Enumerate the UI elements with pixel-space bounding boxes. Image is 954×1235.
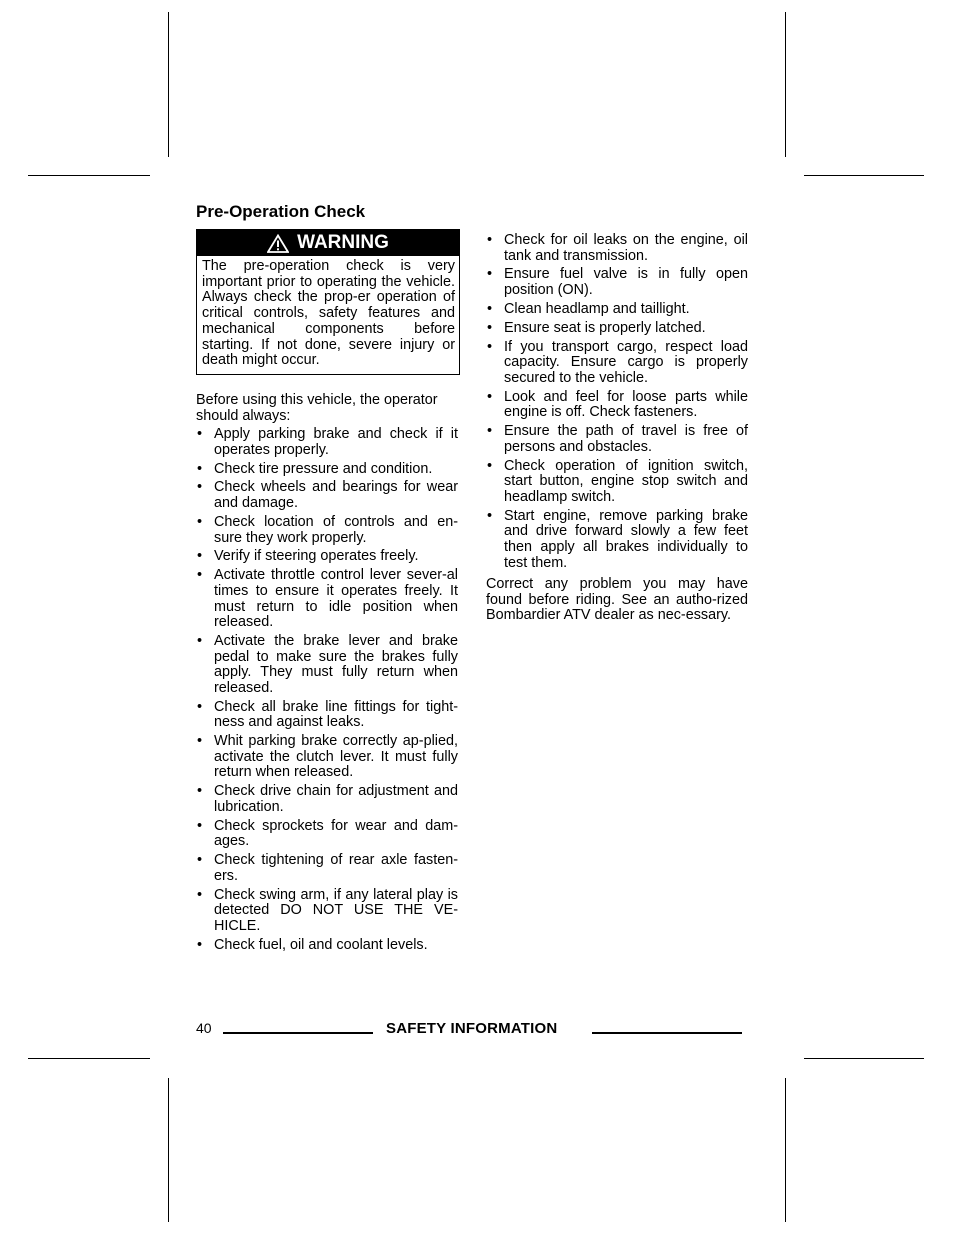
list-item-text: Look and feel for loose parts while engine is off. Check fasteners.	[504, 388, 748, 421]
bullet-icon: •	[487, 319, 493, 336]
page-number: 40	[196, 1020, 212, 1036]
list-item	[486, 321, 748, 337]
bullet-icon: •	[487, 266, 493, 283]
list-item	[196, 634, 458, 696]
list-item	[196, 427, 458, 458]
list-item	[196, 549, 458, 565]
list-item	[196, 853, 458, 884]
bullet-icon: •	[487, 388, 493, 405]
warning-label: WARNING	[297, 232, 389, 253]
list-item-text: Clean headlamp and taillight.	[504, 300, 690, 317]
bullet-icon: •	[487, 507, 493, 524]
crop-mark	[168, 12, 169, 157]
section-title: Pre-Operation Check	[196, 202, 366, 221]
warning-triangle-icon	[267, 234, 289, 253]
list-item-text: Check wheels and bearings for wear and damage.	[214, 479, 458, 512]
crop-mark	[168, 1078, 169, 1222]
list-item	[196, 819, 458, 850]
list-item-text: Ensure the path of travel is free of persons and obstacles.	[504, 423, 748, 455]
footer-rule-left	[223, 1032, 373, 1034]
list-item-text: If you transport cargo, respect load capacity. Ensure cargo is properly secured to the vehicle.	[504, 338, 748, 386]
list-item-text: Check for oil leaks on the engine, oil tank and transmission.	[504, 232, 748, 264]
list-item	[486, 509, 748, 571]
left-checklist	[196, 427, 458, 953]
list-item	[196, 734, 458, 781]
list-item	[196, 938, 458, 954]
bullet-icon: •	[197, 548, 203, 565]
list-item-text: Apply parking brake and check if it operates properly.	[214, 426, 458, 458]
list-item	[196, 480, 458, 511]
bullet-icon: •	[197, 783, 203, 800]
bullet-icon: •	[487, 338, 493, 355]
list-item-text: Whit parking brake correctly ap-plied, activate the clutch lever. It must fully return when released.	[214, 733, 458, 781]
crop-mark	[804, 175, 924, 176]
bullet-icon: •	[197, 426, 203, 443]
list-item	[486, 340, 748, 387]
list-item-text: Check tire pressure and condition.	[214, 460, 433, 477]
bullet-icon: •	[197, 479, 203, 496]
list-item	[486, 233, 748, 264]
list-item	[196, 888, 458, 935]
right-column	[486, 233, 748, 624]
list-item-text: Ensure fuel valve is in fully open position (ON).	[504, 266, 748, 299]
crop-mark	[785, 12, 786, 157]
list-item-text: Check sprockets for wear and dam-ages.	[214, 817, 458, 850]
bullet-icon: •	[197, 852, 203, 869]
list-item	[196, 462, 458, 478]
list-item-text: Check drive chain for adjustment and lubrication.	[214, 783, 458, 815]
crop-mark	[785, 1078, 786, 1222]
list-item-text: Check fuel, oil and coolant levels.	[214, 936, 428, 953]
bullet-icon: •	[197, 936, 203, 953]
bullet-icon: •	[197, 733, 203, 750]
bullet-icon: •	[197, 513, 203, 530]
bullet-icon: •	[197, 460, 203, 477]
right-checklist	[486, 233, 748, 571]
list-item-text: Check location of controls and en-sure they work properly.	[214, 513, 458, 546]
list-item	[196, 515, 458, 546]
intro-text: Before using this vehicle, the operator should always:	[196, 391, 438, 424]
page-footer	[196, 1020, 748, 1040]
closing-text: Correct any problem you may have found before riding. See an autho-rized Bombardier ATV dealer as nec-essary.	[486, 576, 748, 624]
bullet-icon: •	[487, 232, 493, 248]
list-item-text: Check tightening of rear axle fasten-ers.	[214, 852, 458, 884]
bullet-icon: •	[197, 633, 203, 650]
left-column	[196, 202, 458, 957]
list-item	[486, 424, 748, 455]
warning-box	[196, 229, 460, 375]
bullet-icon: •	[487, 423, 493, 440]
list-item-text: Check swing arm, if any lateral play is detected DO NOT USE THE VE-HICLE.	[214, 886, 458, 934]
list-item-text: Ensure seat is properly latched.	[504, 319, 706, 336]
footer-rule-right	[592, 1032, 742, 1034]
list-item	[486, 390, 748, 421]
bullet-icon: •	[197, 817, 203, 834]
footer-title: SAFETY INFORMATION	[386, 1020, 558, 1037]
list-item	[196, 784, 458, 815]
list-item-text: Check all brake line fittings for tight-ness and against leaks.	[214, 698, 458, 731]
bullet-icon: •	[487, 300, 493, 317]
bullet-icon: •	[197, 698, 203, 715]
list-item-text: Start engine, remove parking brake and drive forward slowly a few feet then apply all brakes individually to test them.	[504, 507, 748, 571]
list-item-text: Activate the brake lever and brake pedal to make sure the brakes fully apply. They must fully return when released.	[214, 633, 458, 696]
crop-mark	[28, 1058, 150, 1059]
list-item	[196, 700, 458, 731]
crop-mark	[804, 1058, 924, 1059]
bullet-icon: •	[197, 567, 203, 584]
warning-header	[197, 230, 459, 256]
list-item	[486, 267, 748, 298]
list-item-text: Check operation of ignition switch, start button, engine stop switch and headlamp switch.	[504, 457, 748, 505]
bullet-icon: •	[197, 886, 203, 903]
list-item	[486, 459, 748, 506]
bullet-icon: •	[487, 457, 493, 474]
warning-text: The pre-operation check is very important prior to operating the vehicle. Always check the prop-er operation of critical controls, safety features and mechanical components before starting. If not done, severe injury or death might occur.	[202, 258, 455, 369]
list-item	[486, 302, 748, 318]
list-item-text: Activate throttle control lever sever-al times to ensure it operates freely. It must return to idle position when released.	[214, 567, 458, 631]
crop-mark	[28, 175, 150, 176]
list-item-text: Verify if steering operates freely.	[214, 548, 419, 565]
list-item	[196, 568, 458, 630]
